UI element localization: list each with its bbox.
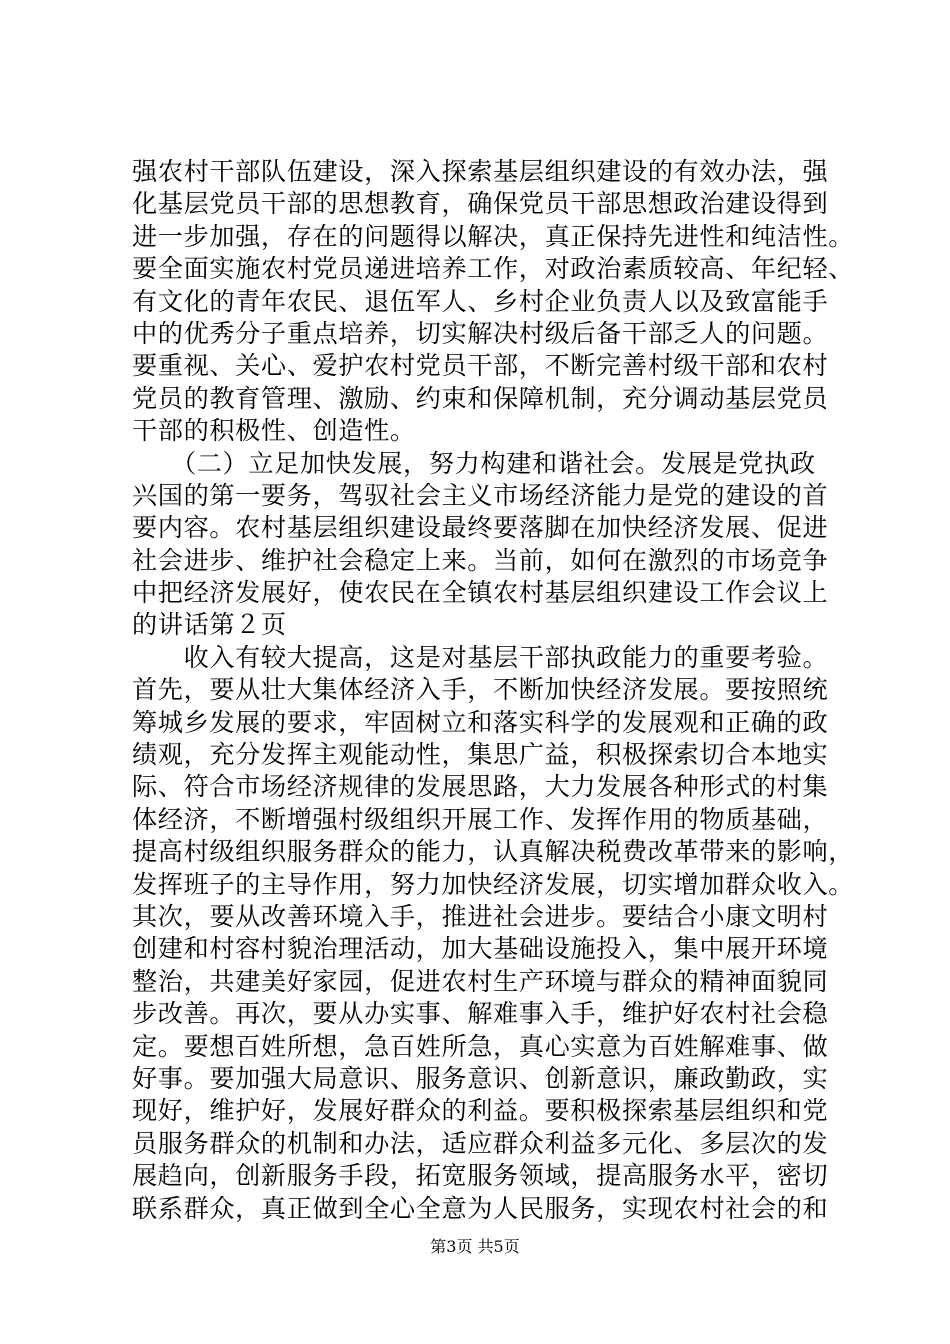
text-line: 中的优秀分子重点培养，切实解决村级后备干部乏人的问题。 bbox=[132, 318, 829, 348]
text-line: 筹城乡发展的要求，牢固树立和落实科学的发展观和正确的政 bbox=[132, 707, 829, 737]
text-line: 步改善。再次，要从办实事、解难事入手，维护好农村社会稳 bbox=[132, 999, 829, 1029]
text-line: 提高村级组织服务群众的能力，认真解决税费改革带来的影响， bbox=[132, 837, 855, 867]
text-line: 其次，要从改善环境入手，推进社会进步。要结合小康文明村 bbox=[132, 901, 829, 931]
text-line: 现好，维护好，发展好群众的利益。要积极探索基层组织和党 bbox=[132, 1096, 829, 1126]
text-line: 要内容。农村基层组织建设最终要落脚在加快经济发展、促进 bbox=[132, 513, 829, 543]
text-line: 发挥班子的主导作用，努力加快经济发展，切实增加群众收入。 bbox=[132, 869, 855, 899]
text-line: 化基层党员干部的思想教育，确保党员干部思想政治建设得到 bbox=[132, 189, 829, 219]
text-line: 要全面实施农村党员递进培养工作，对政治素质较高、年纪轻、 bbox=[132, 254, 855, 284]
text-line: 的讲话第２页 bbox=[132, 610, 287, 640]
text-line: 收入有较大提高，这是对基层干部执政能力的重要考验。 bbox=[132, 642, 829, 672]
text-line: 兴国的第一要务，驾驭社会主义市场经济能力是党的建设的首 bbox=[132, 480, 829, 510]
text-line: 好事。要加强大局意识、服务意识、创新意识，廉政勤政，实 bbox=[132, 1063, 829, 1093]
text-line: 员服务群众的机制和办法，适应群众利益多元化、多层次的发 bbox=[132, 1128, 829, 1158]
text-line: 际、符合市场经济规律的发展思路，大力发展各种形式的村集 bbox=[132, 772, 829, 802]
text-line: （二）立足加快发展，努力构建和谐社会。发展是党执政 bbox=[132, 448, 816, 478]
text-line: 整治，共建美好家园，促进农村生产环境与群众的精神面貌同 bbox=[132, 966, 829, 996]
text-line: 联系群众，真正做到全心全意为人民服务，实现农村社会的和 bbox=[132, 1193, 829, 1223]
text-line: 要重视、关心、爱护农村党员干部，不断完善村级干部和农村 bbox=[132, 351, 829, 381]
text-line: 展趋向，创新服务手段，拓宽服务领域，提高服务水平，密切 bbox=[132, 1161, 829, 1191]
text-line: 定。要想百姓所想，急百姓所急，真心实意为百姓解难事、做 bbox=[132, 1031, 829, 1061]
page-footer bbox=[0, 1237, 950, 1257]
text-line: 强农村干部队伍建设，深入探索基层组织建设的有效办法，强 bbox=[132, 157, 829, 186]
text-line: 绩观，充分发挥主观能动性，集思广益，积极探索切合本地实 bbox=[132, 740, 829, 770]
text-line: 社会进步、维护社会稳定上来。当前，如何在激烈的市场竞争 bbox=[132, 545, 829, 575]
body-text bbox=[132, 156, 855, 1225]
text-line: 中把经济发展好，使农民在全镇农村基层组织建设工作会议上 bbox=[132, 578, 829, 608]
page-number: 第3页 共5页 bbox=[430, 1237, 520, 1256]
text-line: 体经济，不断增强村级组织开展工作、发挥作用的物质基础， bbox=[132, 804, 829, 834]
text-line: 进一步加强，存在的问题得以解决，真正保持先进性和纯洁性。 bbox=[132, 221, 855, 251]
text-line: 创建和村容村貌治理活动，加大基础设施投入，集中展开环境 bbox=[132, 934, 829, 964]
text-line: 首先，要从壮大集体经济入手，不断加快经济发展。要按照统 bbox=[132, 675, 829, 705]
text-line: 干部的积极性、创造性。 bbox=[132, 416, 416, 446]
text-line: 有文化的青年农民、退伍军人、乡村企业负责人以及致富能手 bbox=[132, 286, 829, 316]
text-line: 党员的教育管理、激励、约束和保障机制，充分调动基层党员 bbox=[132, 383, 829, 413]
